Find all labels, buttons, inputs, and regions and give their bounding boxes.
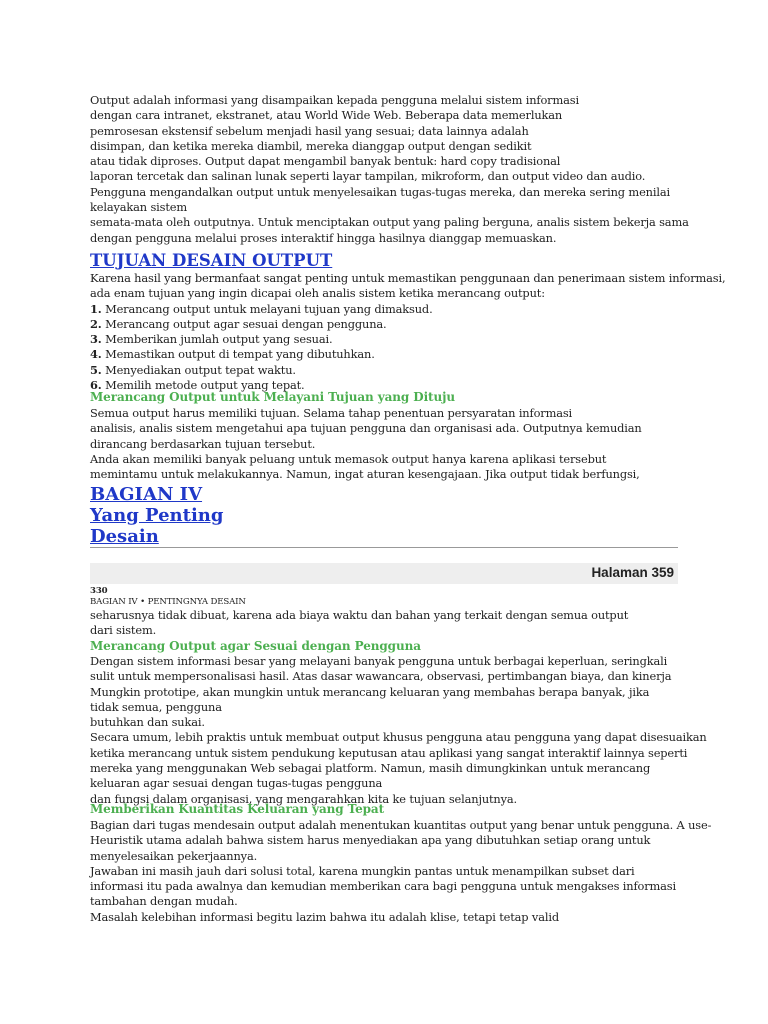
text-line: Karena hasil yang bermanfaat sangat penting untuk memastikan penggunaan dan penerimaan sistem informasi, — [90, 271, 726, 285]
running-page-number: 330 — [90, 586, 108, 596]
text-line: informasi itu pada awalnya dan kemudian memberikan cara bagi pengguna untuk mengakses informasi tambahan dengan mudah. — [90, 879, 676, 909]
text-line: Masalah kelebihan informasi begitu lazim bahwa itu adalah klise, tetapi tetap valid — [90, 909, 559, 924]
text-line: seharusnya tidak dibuat, karena ada biaya waktu dan bahan yang terkait dengan semua output — [90, 608, 629, 622]
list-text: Menyediakan output tepat waktu. — [101, 362, 296, 377]
text-line: laporan tercetak dan salinan lunak seperti layar tampilan, mikroform, dan output video dan audio. — [90, 169, 646, 184]
subheading-quantity: Memberikan Kuantitas Keluaran yang Tepat — [90, 802, 385, 816]
text-line: butuhkan dan sukai. — [90, 715, 205, 730]
text-line: Pengguna mengandalkan output untuk menyelesaikan tugas-tugas mereka, dan mereka sering menilai kelayakan sistem — [90, 184, 670, 215]
text-line: Dengan sistem informasi besar yang melayani banyak pengguna untuk berbagai keperluan, seringkali — [90, 654, 668, 668]
text-line: memintamu untuk melakukannya. Namun, ingat aturan kesengajaan. Jika output tidak berfungsi, — [90, 467, 640, 482]
text-line: sulit untuk mempersonalisasi hasil. Atas dasar wawancara, observasi, pertimbangan biaya, dan kinerja — [90, 669, 672, 684]
list-number: 4. — [90, 347, 102, 362]
continued-paragraph — [90, 608, 680, 639]
list-item — [90, 332, 680, 347]
text-line: pemrosesan ekstensif sebelum menjadi hasil yang sesuai; data lainnya adalah — [90, 123, 529, 138]
list-item — [90, 347, 680, 362]
text-line: disimpan, dan ketika mereka diambil, mereka dianggap output dengan sedikit — [90, 138, 532, 153]
text-line: analisis, analis sistem mengetahui apa tujuan pengguna dan organisasi ada. Outputnya kemudian — [90, 421, 642, 436]
text-line: Anda akan memiliki banyak peluang untuk memasok output hanya karena aplikasi tersebut — [90, 451, 607, 466]
text-line: ada enam tujuan yang ingin dicapai oleh analis sistem ketika merancang output: — [90, 286, 545, 301]
list-number: 6. — [90, 378, 102, 393]
divider — [90, 547, 678, 548]
running-header — [90, 586, 680, 608]
page-label: Halaman 359 — [591, 565, 674, 580]
list-text: Merancang output untuk melayani tujuan yang dimaksud. — [101, 301, 433, 316]
list-item — [90, 317, 680, 332]
user-fit-paragraph — [90, 654, 707, 807]
part-link-desain[interactable]: Desain — [90, 526, 159, 547]
text-line: ketika merancang untuk sistem pendukung keputusan atau aplikasi yang sangat interaktif lainnya seperti — [90, 745, 688, 760]
list-text: Memastikan output di tempat yang dibutuhkan. — [101, 347, 375, 362]
part-link-penting[interactable]: Yang Penting — [90, 505, 224, 526]
text-line: Bagian dari tugas mendesain output adalah menentukan kuantitas output yang benar untuk pengguna. A use- — [90, 818, 712, 832]
list-number: 5. — [90, 362, 102, 377]
objectives-paragraph — [90, 271, 726, 393]
quantity-paragraph — [90, 818, 712, 925]
list-item — [90, 363, 680, 378]
subheading-purpose: Merancang Output untuk Melayani Tujuan yang Dituju — [90, 390, 455, 404]
text-line: Mungkin prototipe, akan mungkin untuk merancang keluaran yang membahas berapa banyak, jika tidak semua, pengguna — [90, 684, 650, 714]
text-line: mereka yang menggunakan Web sebagai platform. Namun, masih dimungkinkan untuk merancang keluaran agar sesuai dengan tugas-tugas pengguna — [90, 761, 651, 791]
text-line: Secara umum, lebih praktis untuk membuat output khusus pengguna atau pengguna yang dapat disesuaikan — [90, 730, 707, 745]
text-line: dengan pengguna melalui proses interaktif hingga hasilnya dianggap memuaskan. — [90, 230, 557, 245]
list-text: Merancang output agar sesuai dengan pengguna. — [101, 316, 387, 331]
text-line: Jawaban ini masih jauh dari solusi total, karena mungkin pantas untuk menampilkan subset dari — [90, 863, 635, 878]
list-text: Memilih metode output yang tepat. — [101, 378, 305, 393]
text-line: atau tidak diproses. Output dapat mengambil banyak bentuk: hard copy tradisional — [90, 154, 561, 169]
text-line: semata-mata oleh outputnya. Untuk menciptakan output yang paling berguna, analis sistem bekerja sama — [90, 215, 689, 230]
text-line: dengan cara intranet, ekstranet, atau World Wide Web. Beberapa data memerlukan — [90, 108, 563, 123]
text-line: dirancang berdasarkan tujuan tersebut. — [90, 436, 316, 451]
purpose-paragraph — [90, 406, 680, 482]
list-number: 1. — [90, 301, 102, 316]
list-item — [90, 302, 680, 317]
intro-paragraph — [90, 93, 689, 246]
subheading-user: Merancang Output agar Sesuai dengan Pengguna — [90, 639, 421, 653]
list-text: Memberikan jumlah output yang sesuai. — [101, 332, 333, 347]
list-number: 2. — [90, 316, 102, 331]
text-line: dari sistem. — [90, 623, 157, 638]
page-number-bar — [90, 563, 678, 584]
text-line: Semua output harus memiliki tujuan. Selama tahap penentuan persyaratan informasi — [90, 406, 573, 420]
part-link-bagian[interactable]: BAGIAN IV — [90, 484, 203, 505]
text-line: Output adalah informasi yang disampaikan kepada pengguna melalui sistem informasi — [90, 93, 579, 107]
list-number: 3. — [90, 332, 102, 347]
running-section-title: BAGIAN IV • PENTINGNYA DESAIN — [90, 597, 246, 607]
section-heading-link[interactable]: TUJUAN DESAIN OUTPUT — [90, 251, 333, 270]
text-line: dan fungsi dalam organisasi, yang mengarahkan kita ke tujuan selanjutnya. — [90, 791, 518, 806]
text-line: Heuristik utama adalah bahwa sistem harus menyediakan apa yang dibutuhkan setiap orang untuk menyelesaikan pekerjaannya. — [90, 833, 651, 863]
